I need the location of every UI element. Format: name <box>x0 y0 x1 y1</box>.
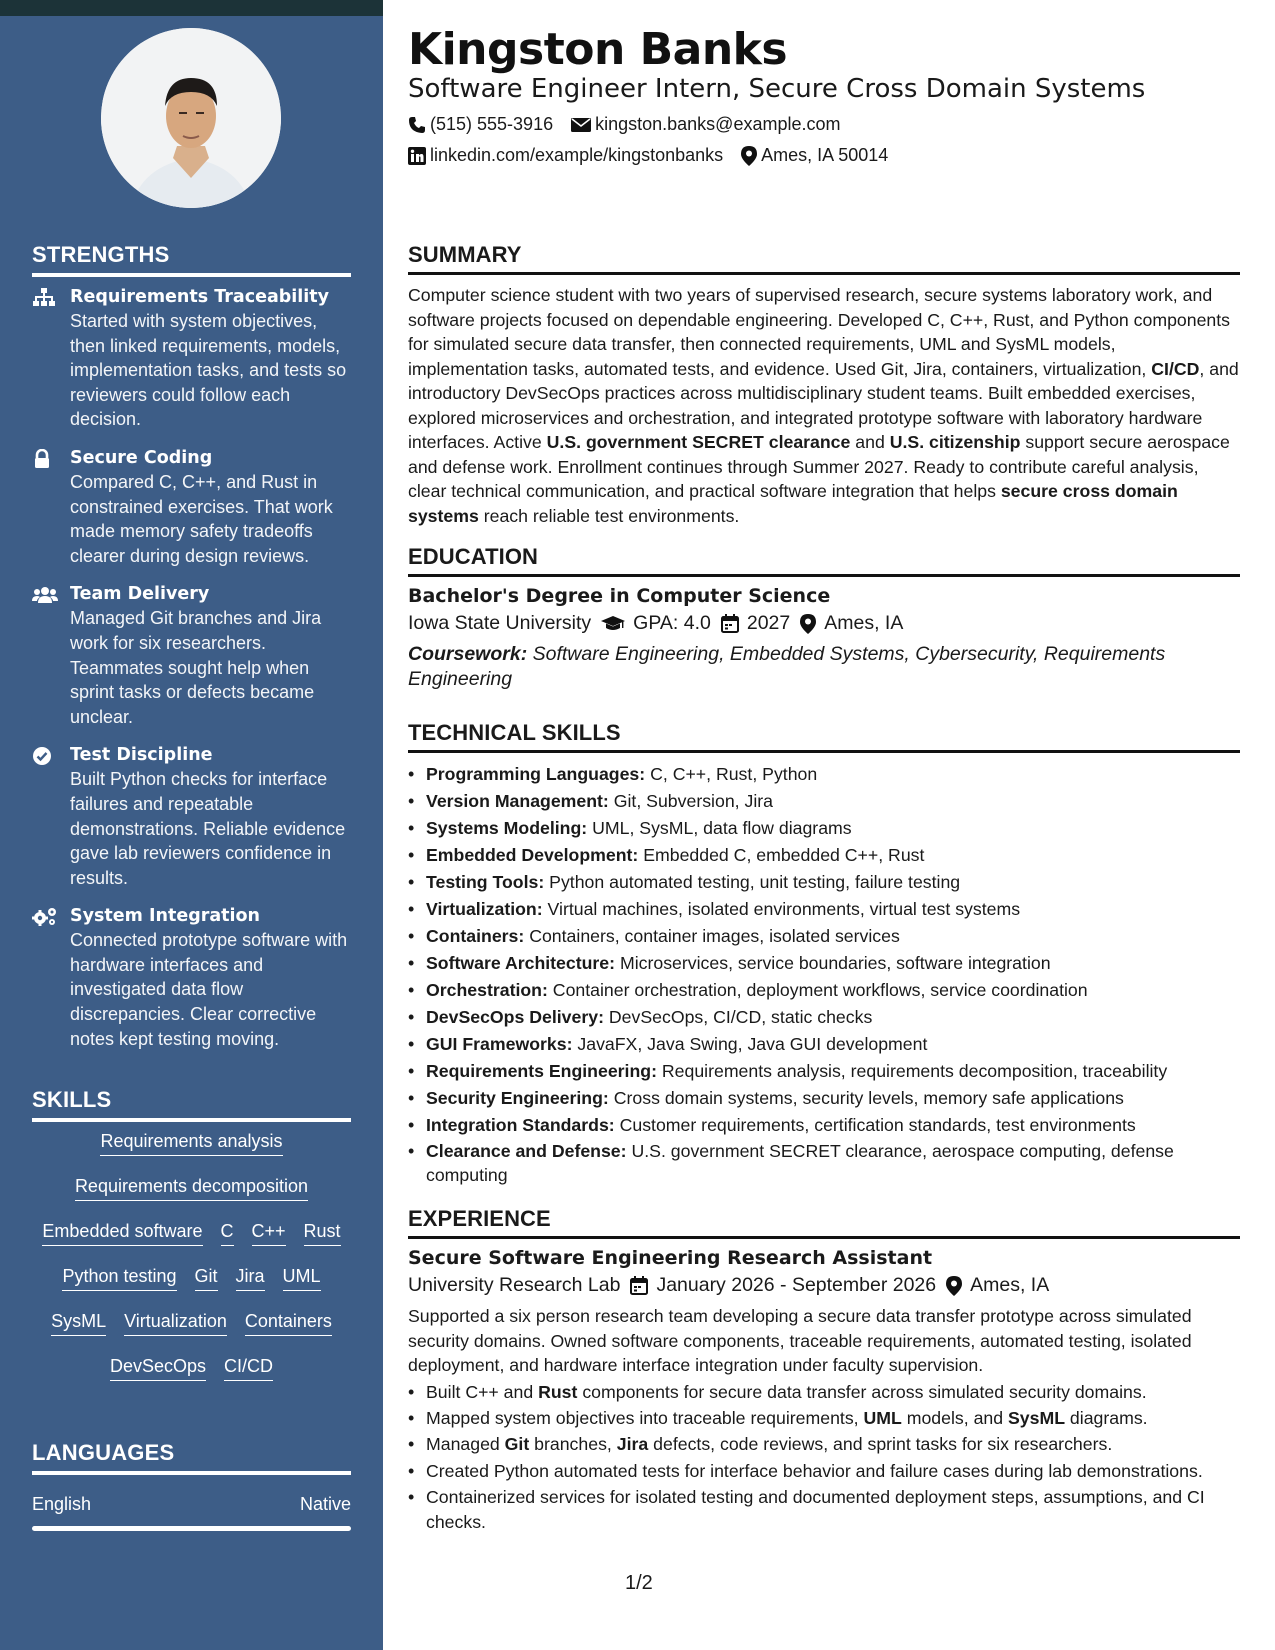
education-title: EDUCATION <box>408 544 1240 577</box>
skill-tag: CI/CD <box>224 1353 273 1381</box>
skill-tag: C <box>221 1218 234 1246</box>
linkedin-icon <box>408 147 426 165</box>
phone-text: (515) 555-3916 <box>430 114 554 134</box>
list-item: • Managed Git branches, Jira defects, code reviews, and sprint tasks for six researchers. <box>408 1432 1240 1456</box>
experience-bullets <box>408 1380 1240 1534</box>
graduation-cap-icon <box>601 615 625 633</box>
strength-desc: Connected prototype software with hardware interfaces and investigated data flow discrepancies. Clear corrective notes kept testing moving. <box>70 930 348 1049</box>
list-item: • Built C++ and Rust components for secure data transfer across simulated security domains. <box>408 1380 1240 1404</box>
strength-title: Test Discipline <box>70 745 213 766</box>
strength-item <box>32 582 352 729</box>
candidate-name: Kingston Banks <box>408 24 788 75</box>
list-item: • Requirements Engineering: Requirements analysis, requirements decomposition, traceability <box>408 1058 1240 1085</box>
skill-tag: Jira <box>236 1263 265 1291</box>
sitemap-icon <box>32 285 70 432</box>
skill-tag: UML <box>283 1263 321 1291</box>
skills-title: SKILLS <box>32 1087 351 1122</box>
strength-title: Team Delivery <box>70 584 210 605</box>
technical-skills-title: TECHNICAL SKILLS <box>408 720 1240 753</box>
list-item: • Mapped system objectives into traceable requirements, UML models, and SysML diagrams. <box>408 1406 1240 1430</box>
language-row <box>32 1494 351 1515</box>
contact-row-1 <box>408 114 840 135</box>
strengths-list <box>32 285 352 1065</box>
strength-desc: Managed Git branches and Jira work for six researchers. Teammates sought help when sprint tasks or defects became unclear. <box>70 608 322 727</box>
strength-title: Requirements Traceability <box>70 287 330 307</box>
list-item: • Orchestration: Container orchestration, deployment workflows, service coordination <box>408 977 1240 1004</box>
skill-tag: Python testing <box>62 1263 176 1291</box>
organization-name: University Research Lab <box>408 1274 621 1296</box>
list-item: • Programming Languages: C, C++, Rust, Python <box>408 761 1240 788</box>
language-name: English <box>32 1494 92 1514</box>
skill-tag: C++ <box>252 1218 286 1246</box>
list-item: • Containerized services for isolated testing and documented deployment steps, assumptions, and CI checks. <box>408 1485 1240 1534</box>
skill-tag: Virtualization <box>124 1308 227 1336</box>
strength-item <box>32 446 352 568</box>
education-meta <box>408 612 1240 635</box>
strength-item <box>32 904 352 1051</box>
check-circle-icon <box>32 743 70 890</box>
experience-meta <box>408 1274 1240 1297</box>
school-name: Iowa State University <box>408 612 592 634</box>
gears-icon <box>32 904 70 1051</box>
list-item: • Containers: Containers, container images, isolated services <box>408 923 1240 950</box>
map-pin-icon <box>800 614 816 634</box>
experience-dates: January 2026 - September 2026 <box>656 1274 937 1296</box>
strength-title: Secure Coding <box>70 447 213 468</box>
skills-cloud <box>32 1128 351 1398</box>
language-level-bar <box>32 1526 351 1531</box>
education-section <box>408 544 1240 692</box>
strength-desc: Built Python checks for interface failures and repeatable demonstrations. Reliable evidence gave lab reviewers confidence in results. <box>70 769 346 888</box>
list-item: • Created Python automated tests for interface behavior and failure cases during lab demonstrations. <box>408 1459 1240 1483</box>
email-text[interactable]: kingston.banks@example.com <box>595 114 841 134</box>
list-item: • Software Architecture: Microservices, service boundaries, software integration <box>408 950 1240 977</box>
contact-row-2 <box>408 145 888 166</box>
list-item: • DevSecOps Delivery: DevSecOps, CI/CD, static checks <box>408 1004 1240 1031</box>
skill-tag: Rust <box>304 1218 341 1246</box>
skill-tag: Git <box>195 1263 218 1291</box>
summary-title: SUMMARY <box>408 242 1240 275</box>
list-item: • Clearance and Defense: U.S. government SECRET clearance, aerospace computing, defense computing <box>408 1139 1240 1187</box>
sidebar <box>0 0 383 1650</box>
degree-title: Bachelor's Degree in Computer Science <box>408 585 831 607</box>
summary-section <box>408 242 1240 528</box>
list-item: • GUI Frameworks: JavaFX, Java Swing, Java GUI development <box>408 1031 1240 1058</box>
skill-tag: Containers <box>245 1308 332 1336</box>
job-title: Software Engineer Intern, Secure Cross Domain Systems <box>408 74 1146 104</box>
experience-summary: Supported a six person research team developing a secure data transfer prototype across simulated security domains. Owned software components, traceable requirements, automated testing, isolated deployment, and hardware interface integration under faculty supervision. <box>408 1306 1192 1375</box>
map-pin-icon <box>741 146 757 166</box>
calendar-icon <box>721 614 739 633</box>
skill-tag: DevSecOps <box>110 1353 206 1381</box>
strengths-title: STRENGTHS <box>32 242 351 277</box>
skill-tag: Requirements analysis <box>100 1128 282 1156</box>
languages-title: LANGUAGES <box>32 1440 351 1475</box>
list-item: • Systems Modeling: UML, SysML, data flow diagrams <box>408 815 1240 842</box>
strength-desc: Compared C, C++, and Rust in constrained exercises. That work made memory safety tradeoffs clearer during design reviews. <box>70 471 333 566</box>
technical-skills-list <box>408 761 1240 1187</box>
strength-title: System Integration <box>70 906 261 927</box>
map-pin-icon <box>946 1276 962 1296</box>
location-text: Ames, IA 50014 <box>761 145 889 165</box>
skill-tag: SysML <box>51 1308 106 1336</box>
experience-location: Ames, IA <box>970 1274 1050 1296</box>
coursework: Coursework: Software Engineering, Embedded Systems, Cybersecurity, Requirements Engineering <box>408 643 1166 690</box>
gpa-text: GPA: 4.0 <box>633 612 711 634</box>
lock-icon <box>32 446 70 568</box>
phone-icon <box>408 116 426 134</box>
list-item: • Virtualization: Virtual machines, isolated environments, virtual test systems <box>408 896 1240 923</box>
list-item: • Testing Tools: Python automated testing, unit testing, failure testing <box>408 869 1240 896</box>
technical-skills-section <box>408 720 1240 1187</box>
page-number: 1/2 <box>625 1572 653 1594</box>
profile-photo <box>101 28 281 208</box>
list-item: • Security Engineering: Cross domain systems, security levels, memory safe applications <box>408 1085 1240 1112</box>
experience-section <box>408 1206 1240 1536</box>
linkedin-text[interactable]: linkedin.com/example/kingstonbanks <box>430 145 724 165</box>
summary-text: Computer science student with two years of supervised research, secure systems laboratory work, and software projects focused on dependable engineering. Developed C, C++, Rust, and Python components for simulated secure data transfer, then connected requirements, UML and SysML models, implementation tasks, automated tests, and evidence. Used Git, Jira, containers, virtualization, CI/CD, and introductory DevSecOps practices across multidisciplinary student teams. Built embedded exercises, explored microservices and orchestration, and integrated prototype software with laboratory hardware interfaces. Active U.S. government SECRET clearance and U.S. citizenship support secure aerospace and defense work. Enrollment continues through Summer 2027. Ready to contribute careful analysis, clear technical communication, and practical software integration that helps secure cross domain systems reach reliable test environments. <box>408 285 1239 526</box>
list-item: • Integration Standards: Customer requirements, certification standards, test environments <box>408 1112 1240 1139</box>
list-item: • Embedded Development: Embedded C, embedded C++, Rust <box>408 842 1240 869</box>
graduation-year: 2027 <box>746 612 791 634</box>
calendar-icon <box>630 1276 648 1295</box>
strength-desc: Started with system objectives, then linked requirements, models, implementation tasks, and tests so reviewers could follow each decision. <box>70 311 347 430</box>
users-icon <box>32 582 70 729</box>
skill-tag: Requirements decomposition <box>75 1173 308 1201</box>
strength-item <box>32 285 352 432</box>
role-title: Secure Software Engineering Research Assistant <box>408 1247 933 1269</box>
envelope-icon <box>571 117 591 133</box>
experience-title: EXPERIENCE <box>408 1206 1240 1239</box>
strength-item <box>32 743 352 890</box>
list-item: • Version Management: Git, Subversion, Jira <box>408 788 1240 815</box>
skill-tag: Embedded software <box>42 1218 202 1246</box>
school-location: Ames, IA <box>824 612 904 634</box>
sidebar-top-band <box>0 0 383 16</box>
language-level: Native <box>299 1494 351 1514</box>
